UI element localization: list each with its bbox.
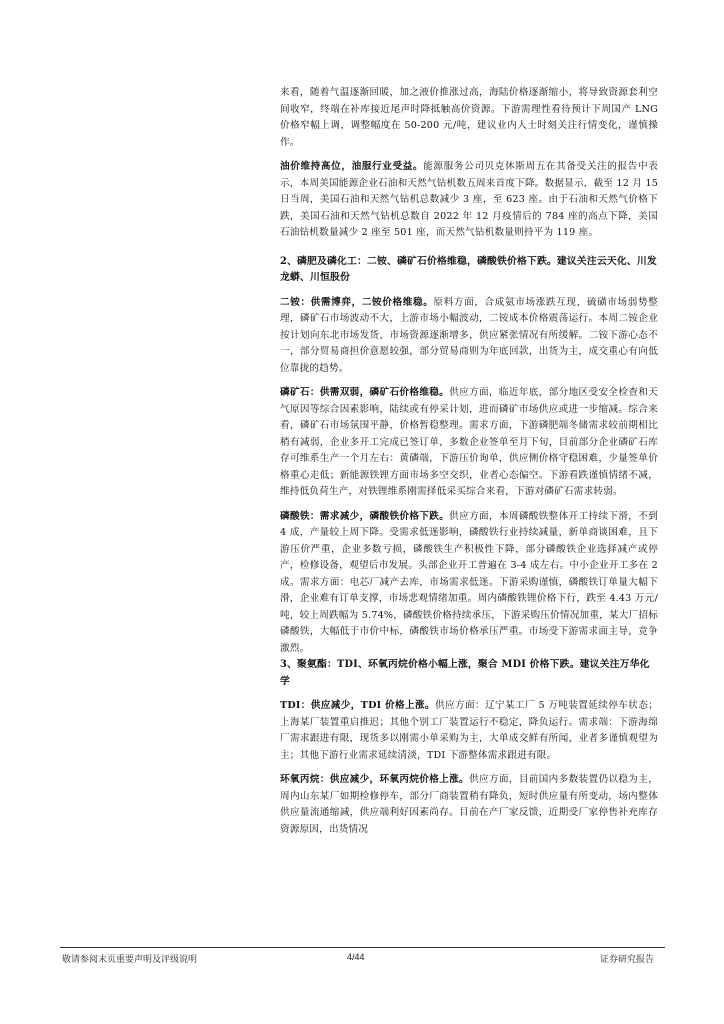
dap-text: 原料方面，合成氨市场涨跌互现，硫磺市场弱势整理，磷矿石市场波动不大，上游市场小幅波动，二铵成本价格震荡运行。本周二铵企业按计划向东北市场发货，市场资源逐渐增多，供应紧张情况有所缓解。二铵下游心态不一，部分贸易商担价意愿较强，部分贸易商则为年底回款，出货为主，成交重心有向低位靠拢的趋势。 [280, 296, 658, 374]
intro-text: 来看，随着气温逐渐回暖，加之液价推涨过高，海陆价格逐渐缩小，将导致资源套利空间收窄，终端在补库接近尾声时降抵触高价资源。下游需理性看待预计下周国产 LNG 价格窄幅上调，调整幅度在 50-200 元/吨，建议业内人士时刻关注行情变化，谨慎操作。 [280, 87, 658, 148]
tdi-lead: TDI：供应减少，TDI 价格上涨。 [280, 700, 436, 711]
phosphate-rock-lead: 磷矿石：供需双弱，磷矿石价格维稳。 [280, 387, 450, 398]
iron-phosphate-lead: 磷酸铁：需求减少，磷酸铁价格下跌。 [280, 510, 450, 522]
propylene-oxide-paragraph [280, 772, 658, 838]
dap-lead: 二铵：供需博弈，二铵价格维稳。 [280, 296, 434, 308]
footer-disclaimer: 敬请参阅末页重要声明及评级说明 [62, 955, 198, 965]
oil-paragraph [280, 159, 658, 242]
intro-paragraph [280, 85, 658, 151]
footer-divider [60, 947, 665, 948]
tdi-text: 供应方面：辽宁某工厂 5 万吨装置延续停车状态；上海某厂装置重启推迟；其他个别工厂装置运行不稳定，降负运行。需求端：下游海绵厂需求跟进有限，现货多以刚需小单采购为主，大单成交鲜有所闻，业者多谨慎观望为主；其他下游行业需求延续清淡，TDI 下游整体需求跟进有限。 [280, 700, 658, 761]
iron-phosphate-text: 供应方面，本周磷酸铁整体开工持续下滑，不到 4 成，产量较上周下降。受需求低迷影响，磷酸铁行业持续减量，新单商谈困难，且下游压价严重，企业多数亏损，磷酸铁生产积极性下降，部分磷酸铁企业选择减产或停产，检修设备，观望后市发展。头部企业开工普遍在 3-4 成左右。中小企业开工多在 2 成。需求方面：电芯厂减产去库，市场需求低迷。下游采购谨慎，磷酸铁订单量大幅下滑，企业难有订单支撑，市场悲观情绪加重。周内磷酸铁锂价格下行，跌至 4.43 万元/吨，较上周跌幅为 5.74%，磷酸铁价格持续承压，下游采购压价情况加重，某大厂招标磷酸铁，大幅低于市价中标，磷酸铁市场价格承压严重。市场受下游需求面主导，竞争激烈。 [280, 510, 658, 654]
propylene-oxide-lead: 环氧丙烷：供应减少，环氧丙烷价格上涨。 [280, 774, 470, 785]
oil-text: 能源服务公司贝克休斯周五在其备受关注的报告中表示，本周美国能源企业石油和天然气钻机数五周来首度下降。数据显示，截至 12 月 15 日当周，美国石油和天然气钻机总数减少 3 座，至 623 座。由于石油和天然气价格下跌，美国石油和天然气钻机总数自 2022 年 12 月疫情后的 784 座的高点下降，美国石油钻机数量减少 2 座至 501 座，而天然气钻机数量则持平为 119 座。 [280, 161, 658, 238]
tdi-paragraph [280, 698, 658, 764]
report-type-label: 证券研究报告 [600, 955, 655, 965]
report-body [280, 85, 658, 838]
dap-paragraph [280, 295, 658, 378]
iron-phosphate-paragraph [280, 509, 658, 658]
phosphate-rock-text: 供应方面，临近年底，部分地区受安全检查和天气原因等综合因素影响，陆续或有停采计划，进而磷矿市场供应或进一步缩减。综合来看，磷矿石市场氛围平静，价格暂稳整理。需求方面，下游磷肥端冬储需求较前期相比稍有减弱，企业多开工完成已签订单，多数企业签单至月下旬，目前部分企业磷矿石库存可维系生产一个月左右：黄磷端，下游压价询单，供应侧价格守稳困难，少量签单价格重心走低；新能源铁锂方面市场多空交织，业者心态偏空。下游看跌谨慎情绪不减，维持低负荷生产，对铁锂维系刚需择低采买综合来看，下游对磷矿石需求转弱。 [280, 387, 658, 497]
section-2-heading: 2、磷肥及磷化工：二铵、磷矿石价格维稳，磷酸铁价格下跌。建议关注云天化、川发龙蟒、川恒股份 [280, 255, 657, 283]
page-number: 4/44 [347, 952, 365, 962]
section-3-heading: 3、聚氨酯：TDI、环氧丙烷价格小幅上涨，聚合 MDI 价格下跌。建议关注万华化学 [280, 659, 650, 687]
oil-lead: 油价维持高位，油服行业受益。 [280, 161, 424, 172]
phosphate-rock-paragraph [280, 385, 658, 501]
propylene-oxide-text: 供应方面，目前国内多数装置仍以稳为主，周内山东某厂如期检修停车，部分厂商装置稍有降负，短时供应量有所变动，场内整体供应量流通缩减，供应端利好因素尚存。目前在产厂家反馈，近期受厂家停售补充库存资源原因，出货情况 [280, 774, 658, 835]
